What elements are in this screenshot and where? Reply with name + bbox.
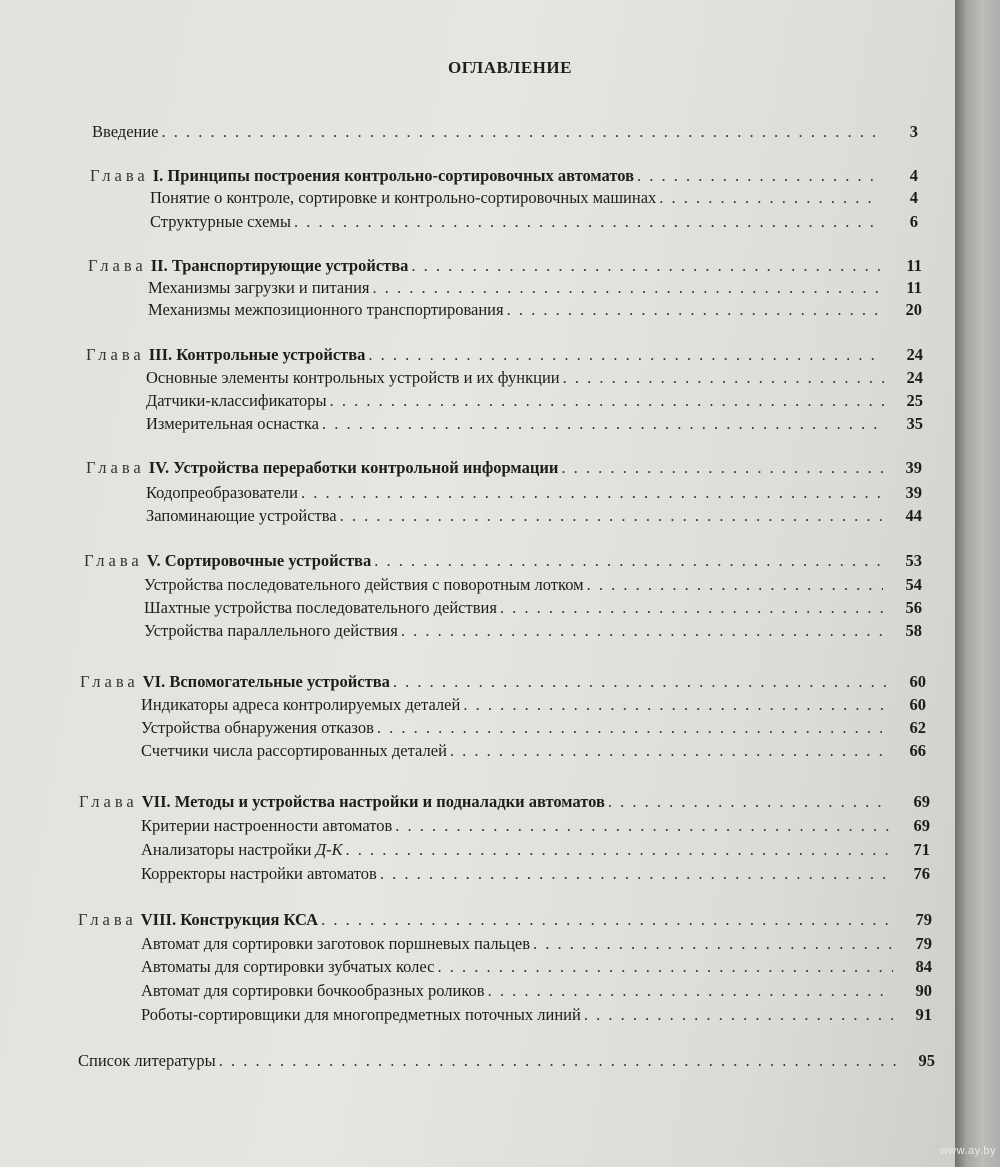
chapter-prefix: Глава [84,551,143,570]
toc-section[interactable] [146,368,923,388]
toc-section[interactable] [144,575,922,595]
dot-leader [463,695,887,715]
toc-chapter-4[interactable] [86,458,922,478]
page-number: 11 [906,278,922,297]
page-number: 60 [909,695,926,714]
toc-section[interactable] [148,300,922,320]
section-title: Устройства параллельного действия [144,621,398,640]
page-number: 62 [909,718,926,737]
page-number: 71 [913,840,930,859]
page-number: 4 [909,188,918,207]
dot-leader [373,278,884,298]
toc-chapter-2[interactable] [88,256,922,276]
page-number: 25 [906,391,923,410]
page-number: 79 [915,910,932,929]
chapter-prefix: Глава [86,458,145,477]
section-title: Механизмы загрузки и питания [148,278,370,297]
chapter-title: VIII. Конструкция КСА [140,910,319,929]
page-number: 66 [909,741,926,760]
section-title: Устройства обнаружения отказов [141,718,374,737]
chapter-prefix: Глава [78,910,137,929]
page-number: 69 [913,792,930,811]
dot-leader [587,575,883,595]
dot-leader [437,957,893,977]
dot-leader [401,621,883,641]
toc-heading: ОГЛАВЛЕНИЕ [448,58,572,77]
dot-leader [346,840,891,860]
page-number: 91 [915,1005,932,1024]
chapter-prefix: Глава [79,792,138,811]
dot-leader [395,816,891,836]
section-title: Датчики-классификаторы [146,391,327,410]
toc-section[interactable] [141,840,930,860]
dot-leader [380,864,891,884]
toc-section[interactable] [150,188,918,208]
page-number: 56 [905,598,922,617]
section-title: Структурные схемы [150,212,291,231]
page-number: 39 [905,483,922,502]
dot-leader [377,718,887,738]
toc-section[interactable] [146,414,923,434]
section-title: Понятие о контроле, сортировке и контрольно-сортировочных машинах [150,188,657,207]
dot-leader [321,910,893,930]
toc-section[interactable] [146,391,923,411]
page-number: 58 [905,621,922,640]
page-number: 90 [915,981,932,1000]
page-number: 24 [906,345,923,364]
section-title: Механизмы межпозиционного транспортирования [148,300,504,319]
toc-chapter-7[interactable] [79,792,930,812]
page-number: 11 [906,256,922,275]
toc-section[interactable] [141,695,926,715]
chapter-prefix: Глава [86,345,145,364]
dot-leader [322,414,884,434]
chapter-title: VII. Методы и устройства настройки и подналадки автоматов [141,792,605,811]
section-title: Счетчики числа рассортированных деталей [141,741,447,760]
dot-leader [563,368,884,388]
dot-leader [608,792,891,812]
dot-leader [294,212,879,232]
toc-section[interactable] [141,816,930,836]
toc-section[interactable] [146,483,922,503]
section-title: Измерительная оснастка [146,414,319,433]
dot-leader [411,256,883,276]
toc-section[interactable] [141,934,932,954]
dot-leader [584,1005,893,1025]
dot-leader [219,1051,896,1071]
entry-title: Список литературы [78,1051,216,1070]
page-number: 35 [906,414,923,433]
dot-leader [507,300,883,320]
page-number: 79 [915,934,932,953]
dot-leader [561,458,883,478]
dot-leader [533,934,893,954]
chapter-prefix: Глава [90,166,149,185]
dot-leader [450,741,887,761]
chapter-title: I. Принципы построения контрольно-сортировочных автоматов [152,166,634,185]
section-title: Корректоры настройки автоматов [141,864,377,883]
toc-chapter-8[interactable] [78,910,932,930]
page-number: 53 [905,551,922,570]
toc-section[interactable] [141,1005,932,1025]
toc-section[interactable] [141,957,932,977]
dot-leader [162,122,879,142]
toc-entry-references[interactable] [78,1051,935,1071]
page-number: 20 [905,300,922,319]
chapter-title: IV. Устройства переработки контрольной информации [148,458,559,477]
section-title: Запоминающие устройства [146,506,337,525]
chapter-title: II. Транспортирующие устройства [150,256,409,275]
watermark: www.ay.by [939,1145,996,1157]
section-title: Устройства последовательного действия с поворотным лотком [144,575,584,594]
chapter-title: III. Контрольные устройства [148,345,366,364]
toc-section[interactable] [144,621,922,641]
toc-chapter-1[interactable] [90,166,918,186]
section-title: Анализаторы настройки Д-К [141,840,343,859]
toc-entry-intro[interactable] [92,122,918,142]
toc-section[interactable] [144,598,922,618]
dot-leader [374,551,883,571]
dot-leader [301,483,883,503]
dot-leader [330,391,884,411]
page-number: 54 [905,575,922,594]
section-title: Шахтные устройства последовательного действия [144,598,497,617]
dot-leader [393,672,887,692]
toc-section[interactable] [146,506,922,526]
section-title: Кодопреобразователи [146,483,298,502]
chapter-prefix: Глава [80,672,139,691]
section-title: Автомат для сортировки бочкообразных роликов [141,981,485,1000]
dot-leader [340,506,883,526]
section-title: Автомат для сортировки заготовок поршневых пальцев [141,934,531,953]
toc-section[interactable] [141,864,930,884]
dot-leader [488,981,893,1001]
section-title: Основные элементы контрольных устройств и их функции [146,368,560,387]
page-number: 69 [913,816,930,835]
page-number: 6 [909,212,918,231]
toc-section[interactable] [150,212,918,232]
section-title: Роботы-сортировщики для многопредметных поточных линий [141,1005,581,1024]
chapter-prefix: Глава [88,256,147,275]
dot-leader [500,598,883,618]
toc-section[interactable] [141,981,932,1001]
toc-section[interactable] [141,741,926,761]
toc-section[interactable] [148,278,922,298]
section-title: Индикаторы адреса контролируемых деталей [141,695,461,714]
chapter-title: V. Сортировочные устройства [146,551,372,570]
entry-title: Введение [92,122,159,141]
toc-chapter-5[interactable] [84,551,922,571]
section-title: Критерии настроенности автоматов [141,816,393,835]
page-number: 76 [913,864,930,883]
page-number: 95 [918,1051,935,1070]
dot-leader [659,188,879,208]
chapter-title: VI. Вспомогательные устройства [142,672,390,691]
dot-leader [637,166,879,186]
page-number: 60 [909,672,926,691]
toc-section[interactable] [141,718,926,738]
page-number: 39 [905,458,922,477]
page-number: 84 [915,957,932,976]
page-number: 24 [906,368,923,387]
toc-chapter-6[interactable] [80,672,926,692]
page-number: 3 [909,122,918,141]
toc-chapter-3[interactable] [86,345,923,365]
page-number: 4 [909,166,918,185]
dot-leader [368,345,884,365]
page-number: 44 [905,506,922,525]
section-title: Автоматы для сортировки зубчатых колес [141,957,435,976]
